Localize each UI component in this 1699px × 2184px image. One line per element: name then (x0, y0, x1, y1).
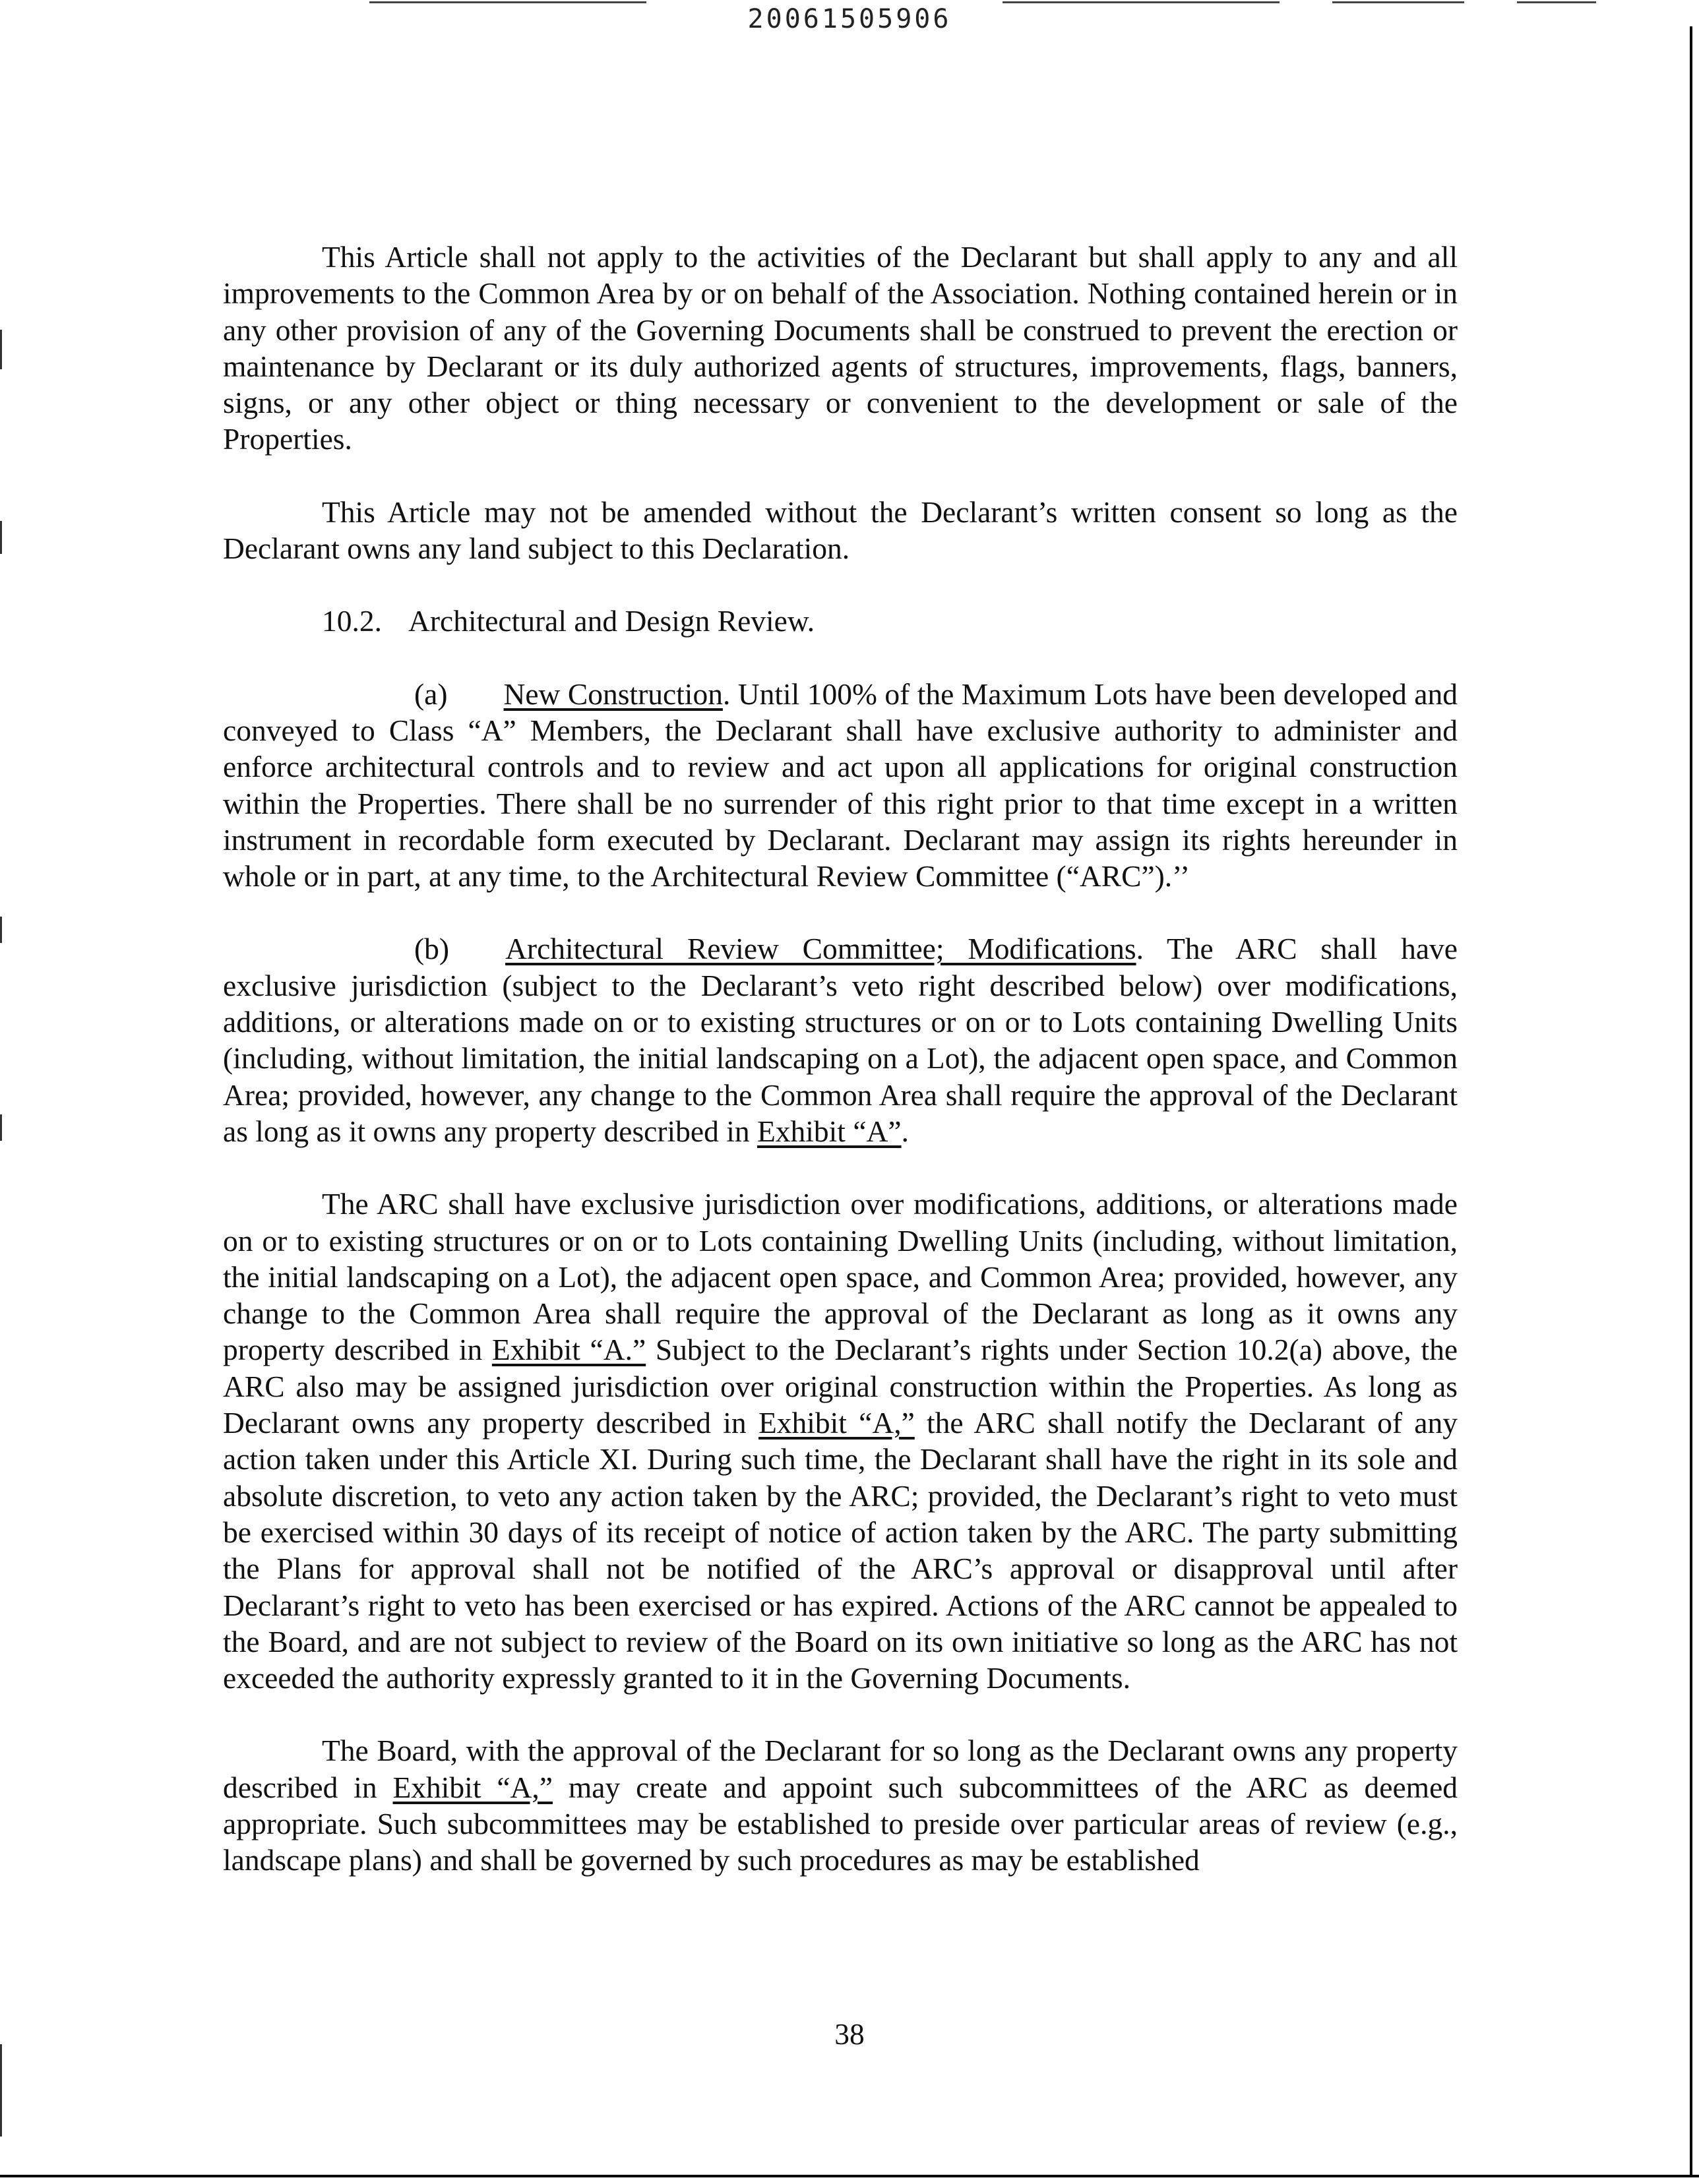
exhibit-reference: Exhibit “A,” (392, 1770, 553, 1804)
paragraph-board-subcommittees (223, 1732, 1458, 1878)
subsection-title-b: Architectural Review Committee; Modifications (505, 932, 1136, 966)
document-number: 20061505906 (747, 4, 952, 34)
section-title: Architectural and Design Review. (408, 604, 815, 638)
scan-top-line (1517, 1, 1596, 3)
subsection-label-a: (a) (414, 677, 448, 711)
page-right-border (1690, 26, 1692, 2177)
subsection-label-b: (b) (414, 932, 450, 966)
subsection-text-b: . The ARC shall have exclusive jurisdiction (subject to the Declarant’s veto right described below) over modifications, additions, or alterations made on or to existing structures or on or to Lots containing Dwelling Units (including, without limitation, the initial landscaping on a Lot), the adjacent open space, and Common Area; provided, however, any change to the Common Area shall require the approval of the Declarant as long as it owns any property described in (223, 932, 1458, 1148)
paragraph-arc-modifications (223, 930, 1458, 1149)
text-run: the ARC shall notify the Declarant of any action taken under this Article XI. During such time, the Declarant shall have the right in its sole and absolute discretion, to veto any action taken by the ARC; provided, the Declarant’s right to veto must be exercised within 30 days of its receipt of notice of action taken by the ARC. The party submitting the Plans for approval shall not be notified of the ARC’s approval or disapproval until after Declarant’s right to veto has been exercised or has expired. Actions of the ARC cannot be appealed to the Board, and are not subject to review of the Board on its own initiative so long as the ARC has not exceeded the authority expressly granted to it in the Governing Documents. (223, 1406, 1458, 1695)
scan-left-mark (0, 521, 2, 554)
scan-top-line (1003, 1, 1280, 3)
text-run: The ARC shall have exclusive jurisdiction over modifications, additions, or alterations made on or to existing structures or on or to Lots containing Dwelling Units (including, without limitation, the initial landscaping on a Lot), the adjacent open space, and Common Area; provided, however, any change to the Common Area shall require the approval of the Declarant as long as it owns any property described in (223, 1187, 1458, 1367)
text-run: may create and appoint such subcommittees of the ARC as deemed appropriate. Such subcommittees may be established to preside over particular areas of review (e.g., landscape plans) and shall be governed by such procedures as may be established (223, 1770, 1458, 1877)
section-heading (223, 603, 1458, 639)
text-run: The Board, with the approval of the Declarant for so long as the Declarant owns any property described in (223, 1734, 1458, 1804)
subsection-text-a: . Until 100% of the Maximum Lots have been developed and conveyed to Class “A” Members, the Declarant shall have exclusive authority to administer and enforce architectural controls and to review and act upon all applications for original construction within the Properties. There shall be no surrender of this right prior to that time except in a written instrument in recordable form executed by Declarant. Declarant may assign its rights hereunder in whole or in part, at any time, to the Architectural Review Committee (“ARC”).’’ (223, 677, 1458, 894)
exhibit-reference: Exhibit “A” (757, 1114, 902, 1148)
scan-left-mark (0, 2044, 2, 2137)
paragraph-arc-jurisdiction (223, 1186, 1458, 1696)
subsection-title-a: New Construction (503, 677, 723, 711)
document-body (223, 239, 1458, 1879)
scan-left-mark (0, 330, 2, 369)
paragraph-new-construction (223, 676, 1458, 895)
section-number: 10.2. (322, 604, 382, 638)
exhibit-reference: Exhibit “A,” (758, 1406, 915, 1440)
page-number: 38 (834, 2017, 865, 2051)
subsection-end-b: . (901, 1114, 909, 1148)
scan-top-line (1332, 1, 1464, 3)
paragraph-amendment: This Article may not be amended without the Declarant’s written consent so long as the Declarant owns any land subject to this Declaration. (223, 495, 1458, 566)
scan-left-mark (0, 917, 2, 943)
scan-top-line (369, 1, 646, 3)
exhibit-reference: Exhibit “A.” (491, 1333, 646, 1367)
text-run: Subject to the Declarant’s rights under Section 10.2(a) above, the ARC also may be assigned jurisdiction over original construction within the Properties. As long as Declarant owns any property described in (223, 1333, 1458, 1440)
page-bottom-border (0, 2175, 1699, 2177)
scan-left-mark (0, 1114, 2, 1141)
paragraph-article-scope: This Article shall not apply to the activities of the Declarant but shall apply to any and all improvements to the Common Area by or on behalf of the Association. Nothing contained herein or in any other provision of any of the Governing Documents shall be construed to prevent the erection or maintenance by Declarant or its duly authorized agents of structures, improvements, flags, banners, signs, or any other object or thing necessary or convenient to the development or sale of the Properties. (223, 240, 1458, 456)
